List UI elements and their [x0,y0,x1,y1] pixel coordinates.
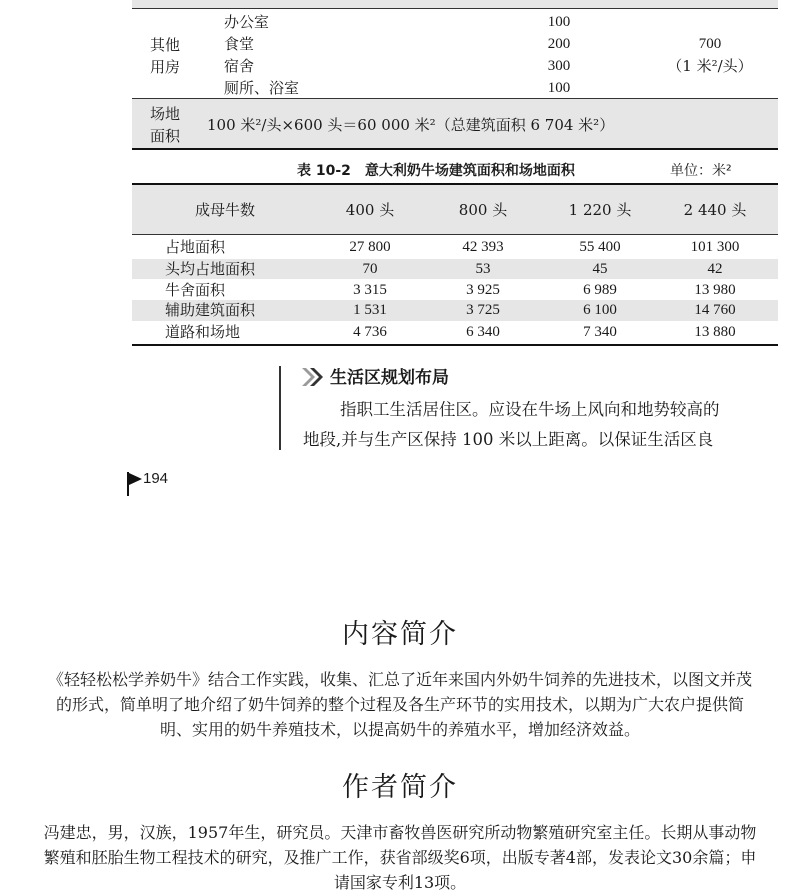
other-rooms-label-line2: 用房 [150,58,181,76]
table-2-header-cell: 800 头 [458,201,508,219]
table-2-header-cell: 400 头 [345,201,395,219]
page-number: 194 [143,470,169,487]
table-2-row-label: 占地面积 [165,238,226,256]
table-2-cell: 101 300 [690,239,740,255]
table-2-cell: 42 [707,261,723,277]
table-2-row-label: 道路和场地 [165,323,241,341]
table-2-cell: 13 880 [694,324,736,340]
room-name: 办公室 [224,13,270,31]
table-2-cell: 3 725 [466,302,500,318]
table-2-unit: 单位：米² [670,163,732,179]
table-2-row-label: 牛舍面积 [165,281,226,299]
author-line: 冯建忠，男，汉族，1957年生，研究员。天津市畜牧兽医研究所动物繁殖研究室主任。长期从事动物 [43,823,757,842]
page-flag-icon [127,472,143,496]
table-2-cell: 4 736 [353,324,387,340]
section-line: 指职工生活居住区。应设在牛场上风向和地势较高的 [340,400,720,419]
table-2-header-cell: 1 220 头 [568,201,632,219]
table-2-cell: 13 980 [694,282,736,298]
intro-line: 《轻轻松松学养奶牛》结合工作实践，收集、汇总了近年来国内外奶牛饲养的先进技术，以图文并茂 [47,670,752,689]
section-line: 地段,并与生产区保持 100 米以上距离。以保证生活区良 [303,430,714,449]
table-2-cell: 14 760 [694,302,736,318]
room-name: 食堂 [224,35,255,53]
table-2-row-label: 辅助建筑面积 [165,301,256,319]
table-1-bottom-rule [132,148,778,150]
table-2-caption: 表 10-2 意大利奶牛场建筑面积和场地面积 [297,163,575,179]
intro-title: 内容简介 [342,619,458,650]
other-rooms-total: 700 [698,36,722,52]
double-arrow-icon [302,366,326,388]
table-2-header-cell: 2 440 头 [683,201,747,219]
section-vertical-rule [279,366,281,450]
site-area-text: 100 米²/头×600 头＝60 000 米²（总建筑面积 6 704 米²） [207,116,615,134]
room-value: 300 [547,58,571,74]
table-2-row-label: 头均占地面积 [165,260,256,278]
table-1-rule [132,98,778,99]
table-2-cell: 27 800 [349,239,391,255]
table-2-cell: 53 [475,261,491,277]
room-value: 100 [547,14,571,30]
table-2-header-rule [132,234,778,235]
author-line: 繁殖和胚胎生物工程技术的研究，及推广工作，获省部级奖6项，出版专著4部，发表论文30余篇；申 [43,848,757,867]
site-area-label-line2: 面积 [150,127,181,145]
table-2-cell: 6 989 [583,282,617,298]
other-rooms-total-note: （1 米²/头） [667,57,753,75]
author-line: 请国家专利13项。 [333,873,467,892]
table-2-cell: 7 340 [583,324,617,340]
table-2-cell: 42 393 [462,239,504,255]
table-2-cell: 45 [592,261,608,277]
site-area-label-line1: 场地 [150,105,181,123]
table-2-header-cell: 成母牛数 [194,201,255,219]
other-rooms-label-line1: 其他 [150,36,181,54]
intro-line: 明、实用的奶牛养殖技术，以提高奶牛的养殖水平，增加经济效益。 [159,720,640,739]
table-2-cell: 6 340 [466,324,500,340]
table-2-cell: 55 400 [579,239,621,255]
table-1-top-band [132,0,778,8]
room-value: 200 [547,36,571,52]
section-heading: 生活区规划布局 [330,368,449,388]
table-2-cell: 3 315 [353,282,387,298]
table-2-cell: 6 100 [583,302,617,318]
table-2-cell: 3 925 [466,282,500,298]
author-title: 作者简介 [342,772,458,803]
table-2-bottom-rule [132,344,778,346]
room-value: 100 [547,80,571,96]
room-name: 厕所、浴室 [224,79,300,97]
intro-line: 的形式，简单明了地介绍了奶牛饲养的整个过程及各生产环节的实用技术，以期为广大农户提供简 [55,695,744,714]
table-2-cell: 1 531 [353,302,387,318]
room-name: 宿舍 [224,57,255,75]
table-1-rule [132,8,778,9]
table-2-cell: 70 [362,261,378,277]
